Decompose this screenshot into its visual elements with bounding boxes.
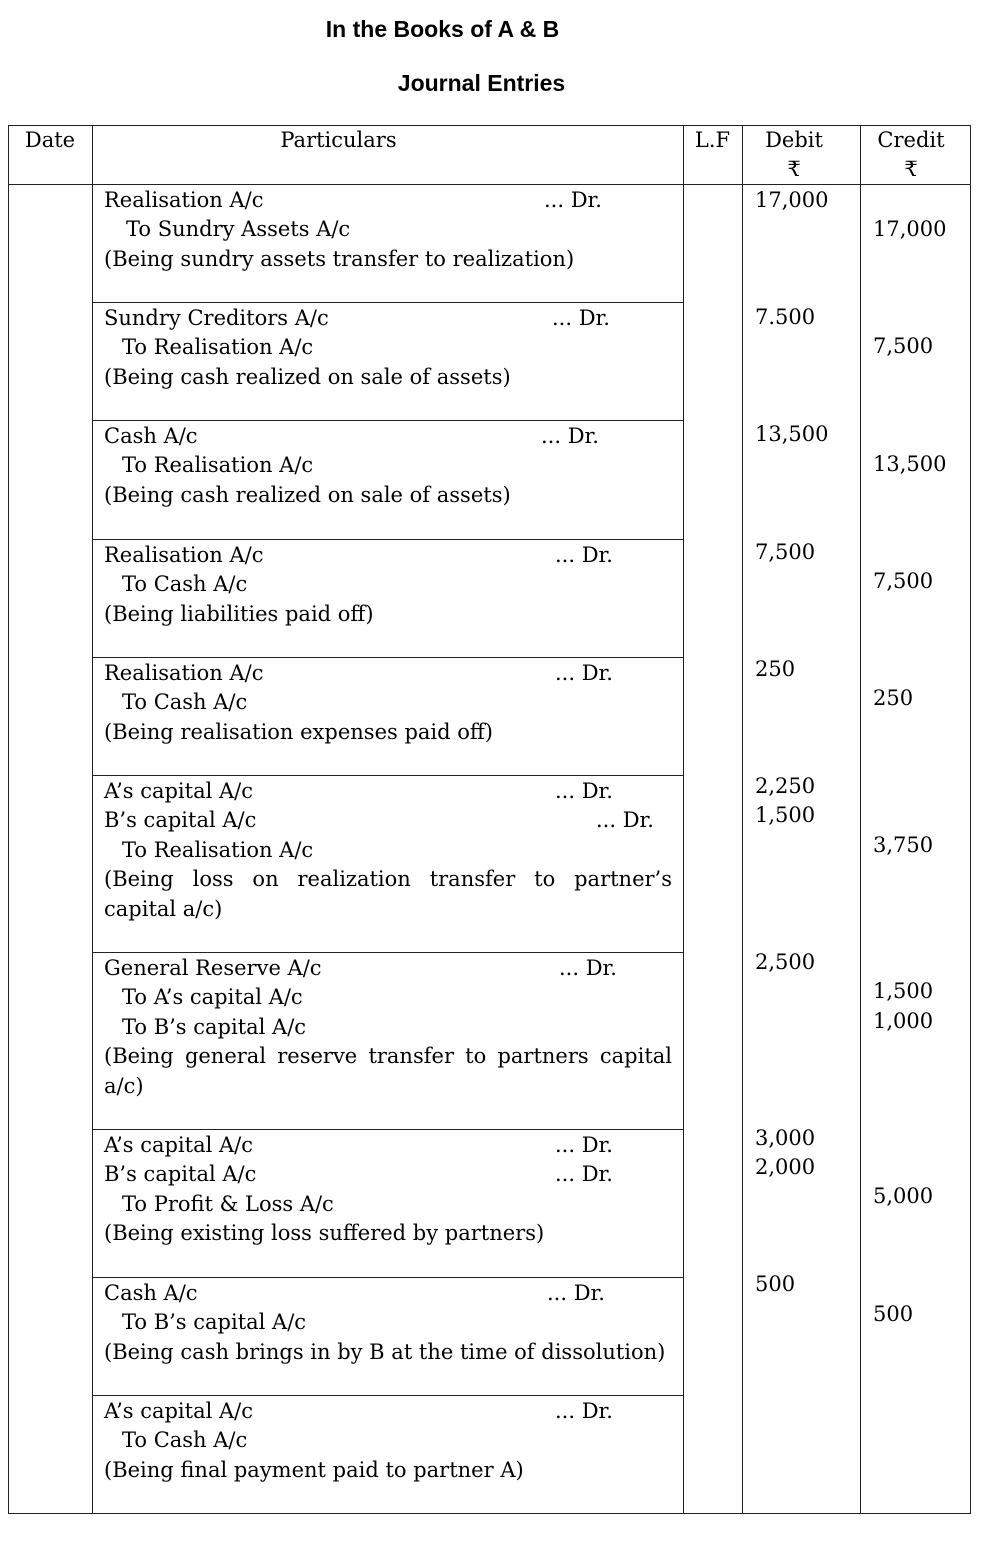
dr-marker: ... Dr.: [555, 661, 613, 685]
debit-amount: 3,000: [755, 1126, 816, 1150]
dr-marker: ... Dr.: [544, 188, 602, 212]
entry-line-debit-account: [104, 1397, 672, 1426]
credit-amount: 17,000: [873, 217, 947, 241]
dr-marker: ... Dr.: [559, 956, 617, 980]
entry-line-credit-account: [104, 1426, 672, 1455]
header-lf: L.F: [694, 128, 731, 152]
credit-amount: 1,000: [873, 1009, 934, 1033]
entry-line-debit-account: [104, 1131, 672, 1160]
entry-divider: [92, 420, 684, 421]
dr-marker: ... Dr.: [547, 1281, 605, 1305]
entry-line-debit-account: [104, 954, 672, 983]
journal-entry: [104, 541, 672, 629]
header-debit: [735, 126, 853, 184]
entry-line-debit-account: [104, 777, 672, 806]
entry-divider: [92, 1129, 684, 1130]
account-name: Realisation A/c: [104, 188, 264, 212]
debit-amount: 2,250: [755, 774, 816, 798]
account-name: Cash A/c: [104, 1281, 198, 1305]
debit-amount: 500: [755, 1272, 796, 1296]
journal-entry: [104, 304, 672, 392]
entry-line-debit-account: [104, 186, 672, 215]
dr-marker: ... Dr.: [555, 1133, 613, 1157]
journal-entry: [104, 659, 672, 747]
dr-marker: ... Dr.: [555, 779, 613, 803]
dr-marker: ... Dr.: [596, 808, 654, 833]
entry-narration: (Being final payment paid to partner A): [104, 1457, 524, 1482]
debit-amount: 1,500: [755, 803, 816, 827]
journal-entry: [104, 1397, 672, 1485]
account-name: Realisation A/c: [104, 661, 264, 685]
entry-line-credit-account: [104, 1308, 672, 1337]
dr-marker: ... Dr.: [555, 1399, 613, 1423]
col-divider-debit: [860, 125, 861, 1514]
dr-marker: ... Dr.: [555, 1162, 613, 1187]
account-name: To A’s capital A/c: [122, 985, 303, 1010]
account-name: To Realisation A/c: [122, 335, 314, 360]
credit-amount: 5,000: [873, 1184, 934, 1208]
account-name: To Sundry Assets A/c: [126, 217, 351, 242]
debit-amount: 250: [755, 657, 796, 681]
journal-entry: [104, 954, 672, 1101]
account-name: B’s capital A/c: [104, 1162, 257, 1187]
credit-amount: 7,500: [873, 334, 934, 358]
entry-line-debit-account: [104, 1279, 672, 1308]
entry-divider: [92, 775, 684, 776]
account-name: To B’s capital A/c: [122, 1014, 307, 1039]
header-credit-label: Credit: [877, 128, 945, 152]
col-divider-date: [92, 125, 93, 1514]
account-name: To Cash A/c: [122, 572, 248, 597]
account-name: To Cash A/c: [122, 690, 248, 715]
entry-line-credit-account: [104, 570, 672, 599]
entry-divider: [92, 657, 684, 658]
header-credit-unit: ₹: [904, 157, 918, 181]
entry-divider: [92, 1395, 684, 1396]
entry-line-credit-account: [104, 1013, 672, 1042]
entry-narration: (Being general reserve transfer to partners capital a/c): [104, 1044, 672, 1098]
entry-narration: (Being existing loss suffered by partners): [104, 1221, 545, 1246]
entry-narration: (Being realisation expenses paid off): [104, 719, 494, 744]
entry-narration: (Being liabilities paid off): [104, 601, 374, 626]
header-debit-unit: ₹: [787, 157, 801, 181]
entry-line-debit-account: [104, 806, 672, 835]
account-name: B’s capital A/c: [104, 808, 257, 833]
debit-amount: 7,500: [755, 540, 816, 564]
entry-narration: (Being sundry assets transfer to realization): [104, 246, 575, 271]
credit-amount: 13,500: [873, 452, 947, 476]
entry-line-debit-account: [104, 659, 672, 688]
debit-amount: 13,500: [755, 422, 829, 446]
entry-line-debit-account: [104, 541, 672, 570]
account-name: Realisation A/c: [104, 543, 264, 567]
entry-line-credit-account: [104, 836, 672, 865]
account-name: To Cash A/c: [122, 1428, 248, 1453]
entry-narration: (Being cash realized on sale of assets): [104, 482, 511, 507]
header-date: Date: [24, 128, 76, 152]
header-divider: [8, 184, 971, 185]
credit-amount: 1,500: [873, 979, 934, 1003]
account-name: To Profit & Loss A/c: [122, 1191, 334, 1216]
entry-line-credit-account: [104, 333, 672, 362]
header-debit-label: Debit: [765, 128, 823, 152]
entry-line-credit-account: [104, 983, 672, 1012]
entry-line-credit-account: [104, 688, 672, 717]
entry-divider: [92, 952, 684, 953]
page-subtitle: Journal Entries: [397, 70, 566, 96]
entry-line-credit-account: [104, 1190, 672, 1219]
dr-marker: ... Dr.: [552, 306, 610, 330]
entry-narration: (Being cash realized on sale of assets): [104, 364, 511, 389]
credit-amount: 250: [873, 686, 914, 710]
debit-amount: 2,500: [755, 950, 816, 974]
account-name: A’s capital A/c: [104, 1133, 253, 1157]
entry-line-debit-account: [104, 304, 672, 333]
table-border-bottom: [8, 1513, 971, 1514]
header-particulars: Particulars: [280, 128, 397, 152]
page-title: In the Books of A & B: [325, 16, 560, 42]
entry-divider: [92, 302, 684, 303]
header-credit: [858, 126, 964, 184]
debit-amount: 17,000: [755, 188, 829, 212]
entry-narration: (Being loss on realization transfer to partner’s capital a/c): [104, 867, 672, 921]
entry-line-debit-account: [104, 422, 672, 451]
entry-divider: [92, 539, 684, 540]
account-name: To Realisation A/c: [122, 453, 314, 478]
journal-entry: [104, 186, 672, 274]
credit-amount: 7,500: [873, 569, 934, 593]
account-name: A’s capital A/c: [104, 779, 253, 803]
dr-marker: ... Dr.: [541, 424, 599, 448]
entry-narration: (Being cash brings in by B at the time of dissolution): [104, 1339, 666, 1364]
journal-entry: [104, 1131, 672, 1249]
account-name: A’s capital A/c: [104, 1399, 253, 1423]
entry-divider: [92, 1277, 684, 1278]
journal-entry: [104, 777, 672, 924]
credit-amount: 500: [873, 1302, 914, 1326]
credit-amount: 3,750: [873, 833, 934, 857]
account-name: To B’s capital A/c: [122, 1310, 307, 1335]
dr-marker: ... Dr.: [555, 543, 613, 567]
debit-amount: 7.500: [755, 305, 816, 329]
col-divider-lf: [742, 125, 743, 1514]
table-border-left: [8, 125, 9, 1514]
entry-line-credit-account: [104, 215, 672, 244]
table-border-right: [970, 125, 971, 1514]
journal-entry: [104, 422, 672, 510]
account-name: Sundry Creditors A/c: [104, 306, 329, 330]
entry-line-debit-account: [104, 1160, 672, 1189]
account-name: To Realisation A/c: [122, 837, 314, 862]
debit-amount: 2,000: [755, 1155, 816, 1179]
entry-line-credit-account: [104, 451, 672, 480]
account-name: Cash A/c: [104, 424, 198, 448]
account-name: General Reserve A/c: [104, 956, 322, 980]
journal-entry: [104, 1279, 672, 1367]
col-divider-particulars: [683, 125, 684, 1514]
